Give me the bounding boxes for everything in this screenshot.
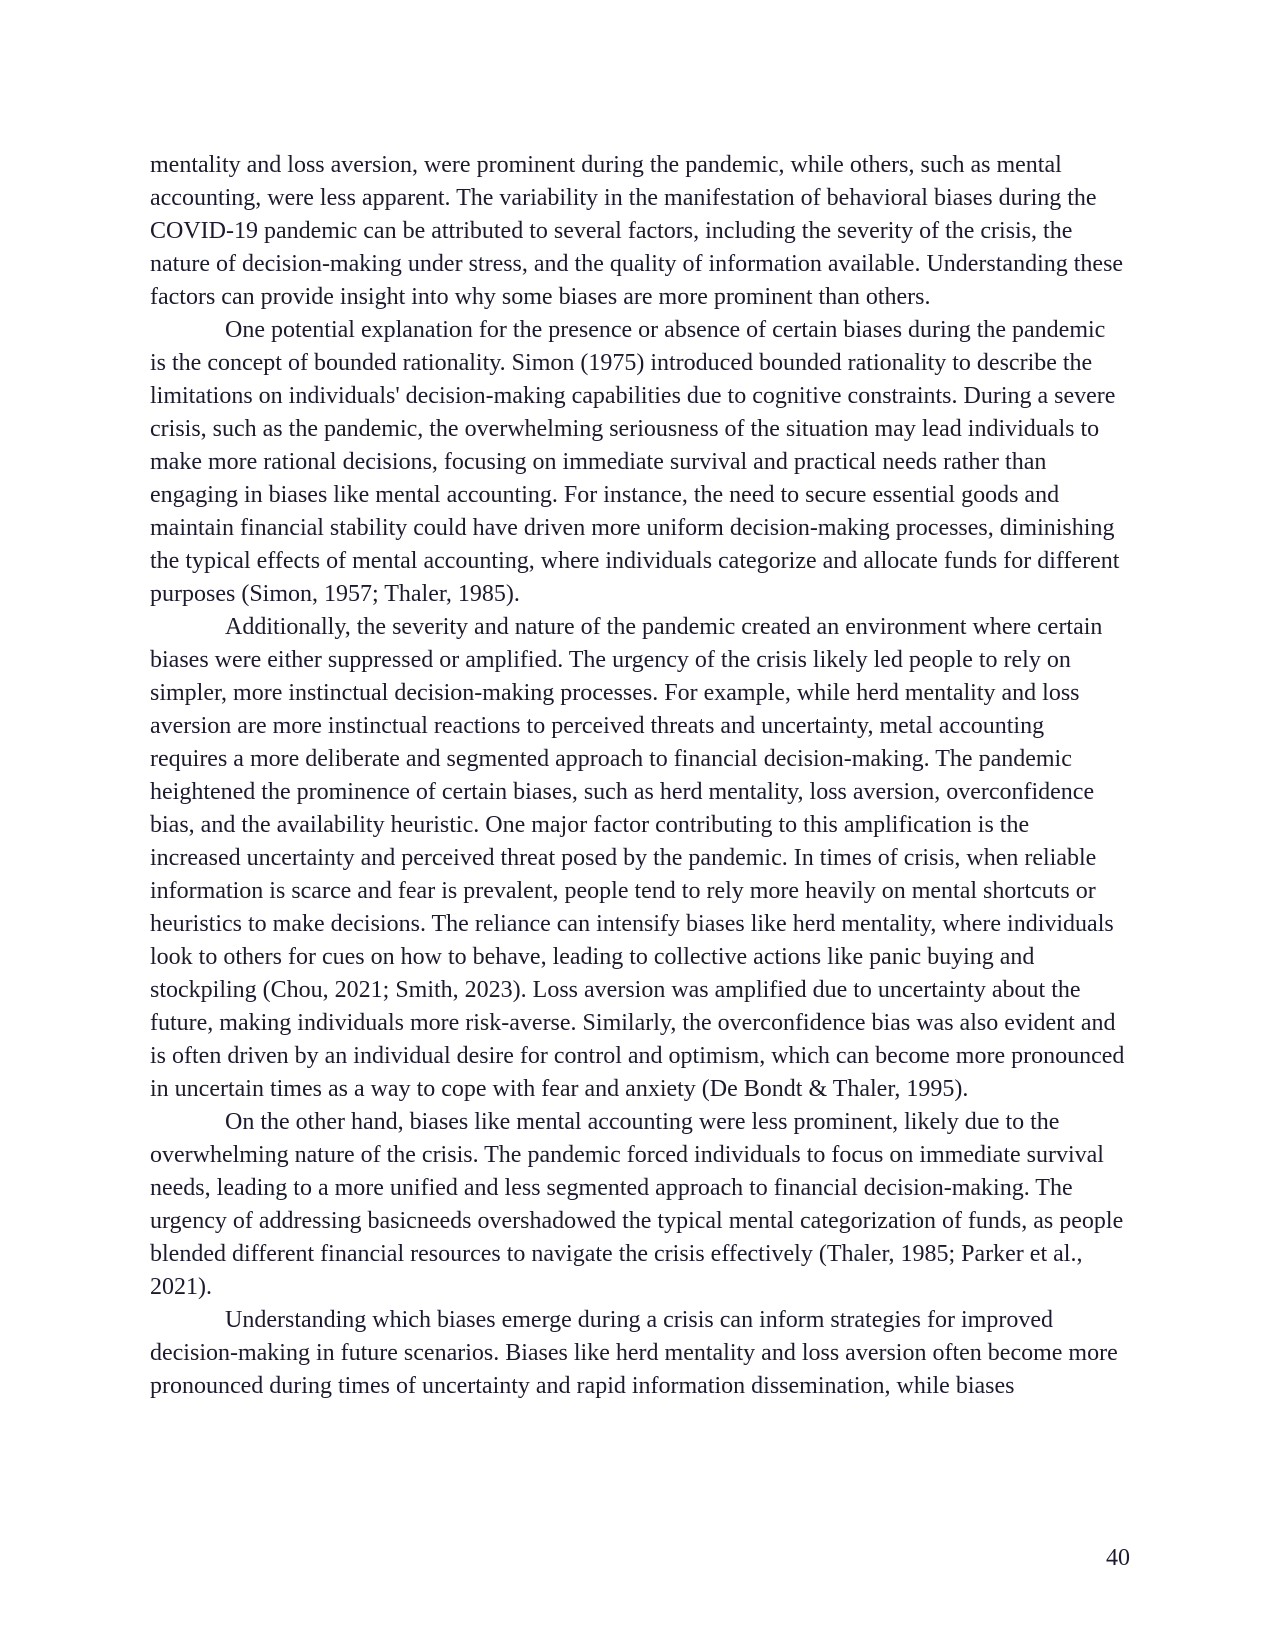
paragraph-3: Additionally, the severity and nature of the pandemic created an environment where certain biases were either suppressed or amplified. The urgency of the crisis likely led people to rely on simpler, more instinctual decision-making processes. For example, while herd mentality and loss aversion are more instinctual reactions to perceived threats and uncertainty, metal accounting requires a more deliberate and segmented approach to financial decision-making. The pandemic heightened the prominence of certain biases, such as herd mentality, loss aversion, overconfidence bias, and the availability heuristic. One major factor contributing to this amplification is the increased uncertainty and perceived threat posed by the pandemic. In times of crisis, when reliable information is scarce and fear is prevalent, people tend to rely more heavily on mental shortcuts or heuristics to make decisions. The reliance can intensify biases like herd mentality, where individuals look to others for cues on how to behave, leading to collective actions like panic buying and stockpiling (Chou, 2021; Smith, 2023). Loss aversion was amplified due to uncertainty about the future, making individuals more risk-averse. Similarly, the overconfidence bias was also evident and is often driven by an individual desire for control and optimism, which can become more pronounced in uncertain times as a way to cope with fear and anxiety (De Bondt & Thaler, 1995). — [150, 614, 1125, 1102]
page-number: 40 — [1106, 1545, 1130, 1571]
paragraph-4: On the other hand, biases like mental accounting were less prominent, likely due to the overwhelming nature of the crisis. The pandemic forced individuals to focus on immediate survival needs, leading to a more unified and less segmented approach to financial decision-making. The urgency of addressing basicneeds overshadowed the typical mental categorization of funds, as people blended different financial resources to navigate the crisis effectively (Thaler, 1985; Parker et al., 2021). — [150, 1109, 1124, 1300]
paragraph-1: mentality and loss aversion, were prominent during the pandemic, while others, such as mental accounting, were less apparent. The variability in the manifestation of behavioral biases during the COVID-19 pandemic can be attributed to several factors, including the severity of the crisis, the nature of decision-making under stress, and the quality of information available. Understanding these factors can provide insight into why some biases are more prominent than others. — [150, 152, 1124, 310]
body-text — [150, 149, 1125, 1403]
paragraph-2: One potential explanation for the presence or absence of certain biases during the pandemic is the concept of bounded rationality. Simon (1975) introduced bounded rationality to describe the limitations on individuals' decision-making capabilities due to cognitive constraints. During a severe crisis, such as the pandemic, the overwhelming seriousness of the situation may lead individuals to make more rational decisions, focusing on immediate survival and practical needs rather than engaging in biases like mental accounting. For instance, the need to secure essential goods and maintain financial stability could have driven more uniform decision-making processes, diminishing the typical effects of mental accounting, where individuals categorize and allocate funds for different purposes (Simon, 1957; Thaler, 1985). — [150, 317, 1120, 607]
paragraph-5: Understanding which biases emerge during a crisis can inform strategies for improved decision-making in future scenarios. Biases like herd mentality and loss aversion often become more pronounced during times of uncertainty and rapid information dissemination, while biases — [150, 1307, 1118, 1399]
